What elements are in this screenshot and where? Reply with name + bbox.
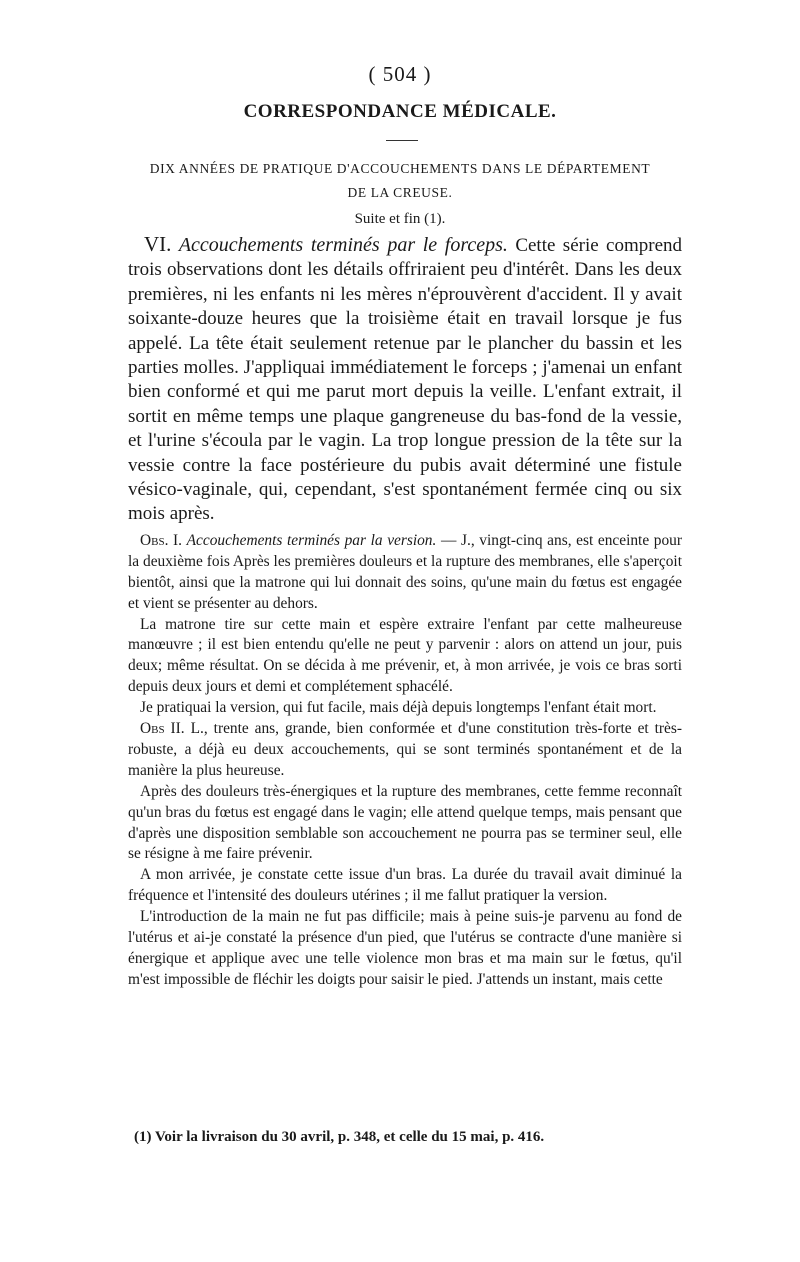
title-rule (386, 140, 418, 141)
page-number: ( 504 ) (368, 62, 432, 86)
article-title (130, 157, 670, 205)
obs2-paragraph-3: A mon arrivée, je constate cette issue d'un bras. La durée du travail avait diminué la fréquence et l'intensité des douleurs utérines ; il me fallut pratiquer la version. (128, 866, 682, 905)
obs1-paragraph-3: Je pratiquai la version, qui fut facile, mais déjà depuis longtemps l'enfant était mort. (140, 699, 657, 717)
obs1-label: Obs. I. (140, 531, 183, 549)
obs1-title: Accouchements terminés par la version. (186, 531, 437, 549)
obs2-label: Obs II. (140, 720, 185, 738)
obs2-text-1: L., trente ans, grande, bien conformée et d'une constitution très-forte et très-robuste, a déjà eu deux accouchements, qui se sont terminés spontanément et de la manière la plus heureuse. (128, 720, 683, 779)
article-body (128, 232, 682, 991)
obs1-paragraph-1 (128, 531, 682, 615)
obs2-paragraph-2: Après des douleurs très-énergiques et la rupture des membranes, cette femme reconnaît qu'un bras du fœtus est engagé dans le vagin; elle attend quelque temps, mais pensant que d'après une disposition semblable son accouchement ne pourra pas se terminer seul, elle se résigne à me faire prévenir. (128, 782, 682, 863)
section-vi-number: VI. (144, 232, 172, 256)
obs2-paragraph-4: L'introduction de la main ne fut pas difficile; mais à peine suis-je parvenu au fond de l'utérus et ai-je constaté la présence d'un pied, que l'utérus se contracte d'une manière si énergique et applique avec une telle violence mon bras et ma main sur le fœtus, qu'il m'est impossible de fléchir les doigts pour saisir le pied. J'attends un instant, mais cette (128, 908, 682, 988)
section-vi-paragraph (128, 232, 682, 527)
article-title-line-1: DIX ANNÉES DE PRATIQUE D'ACCOUCHEMENTS DANS LE DÉPARTEMENT (149, 161, 651, 176)
section-title: CORRESPONDANCE MÉDICALE. (243, 101, 557, 122)
article-title-line-2: DE LA CREUSE. (347, 185, 453, 200)
section-vi-text: Cette série comprend trois observations dont les détails offriraient peu d'intérêt. Dans les deux premières, ni les enfants ni les mères n'éprouvèrent d'accident. Il y avait soixante-douze heures que la troisième était en travail lorsque je fus appelé. La tête était seulement retenue par le plancher du bassin et les parties molles. J'appliquai immédiatement le forceps ; j'amenai un enfant bien conformé et qui me parut mort depuis la veille. L'enfant extrait, il sortit en même temps une plaque gangreneuse du bas-fond de la vessie, et l'urine s'écoula par le vagin. La trop longue pression de la tête sur la vessie contre la face postérieure du pubis avait déterminé une fistule vésico-vaginale, qui, cependant, s'est spontanément fermée cinq ou six mois après. (128, 235, 683, 525)
obs2-paragraph-1 (128, 719, 682, 782)
footnote: (1) Voir la livraison du 30 avril, p. 348, et celle du 15 mai, p. 416. (134, 1129, 545, 1145)
section-vi-heading: Accouchements terminés par le forceps. (178, 234, 508, 256)
obs1-paragraph-2: La matrone tire sur cette main et espère extraire l'enfant par cette malheureuse manœuvre ; il est bien entendu qu'elle ne peut y parvenir : alors on attend un jour, puis deux; même résultat. On se décida à me prévenir, et, à mon arrivée, je vois ce bras sorti depuis deux jours et demi et complétement sphacélé. (128, 615, 682, 696)
obs1-text-1: — J., vingt-cinq ans, est enceinte pour la deuxième fois Après les premières douleurs et la rupture des membranes, elle s'aperçoit bientôt, ainsi que la matrone qui lui donnait des soins, qu'une main du fœtus est engagée et vient se présenter au dehors. (128, 531, 682, 612)
continued-note: Suite et fin (1). (354, 211, 446, 227)
